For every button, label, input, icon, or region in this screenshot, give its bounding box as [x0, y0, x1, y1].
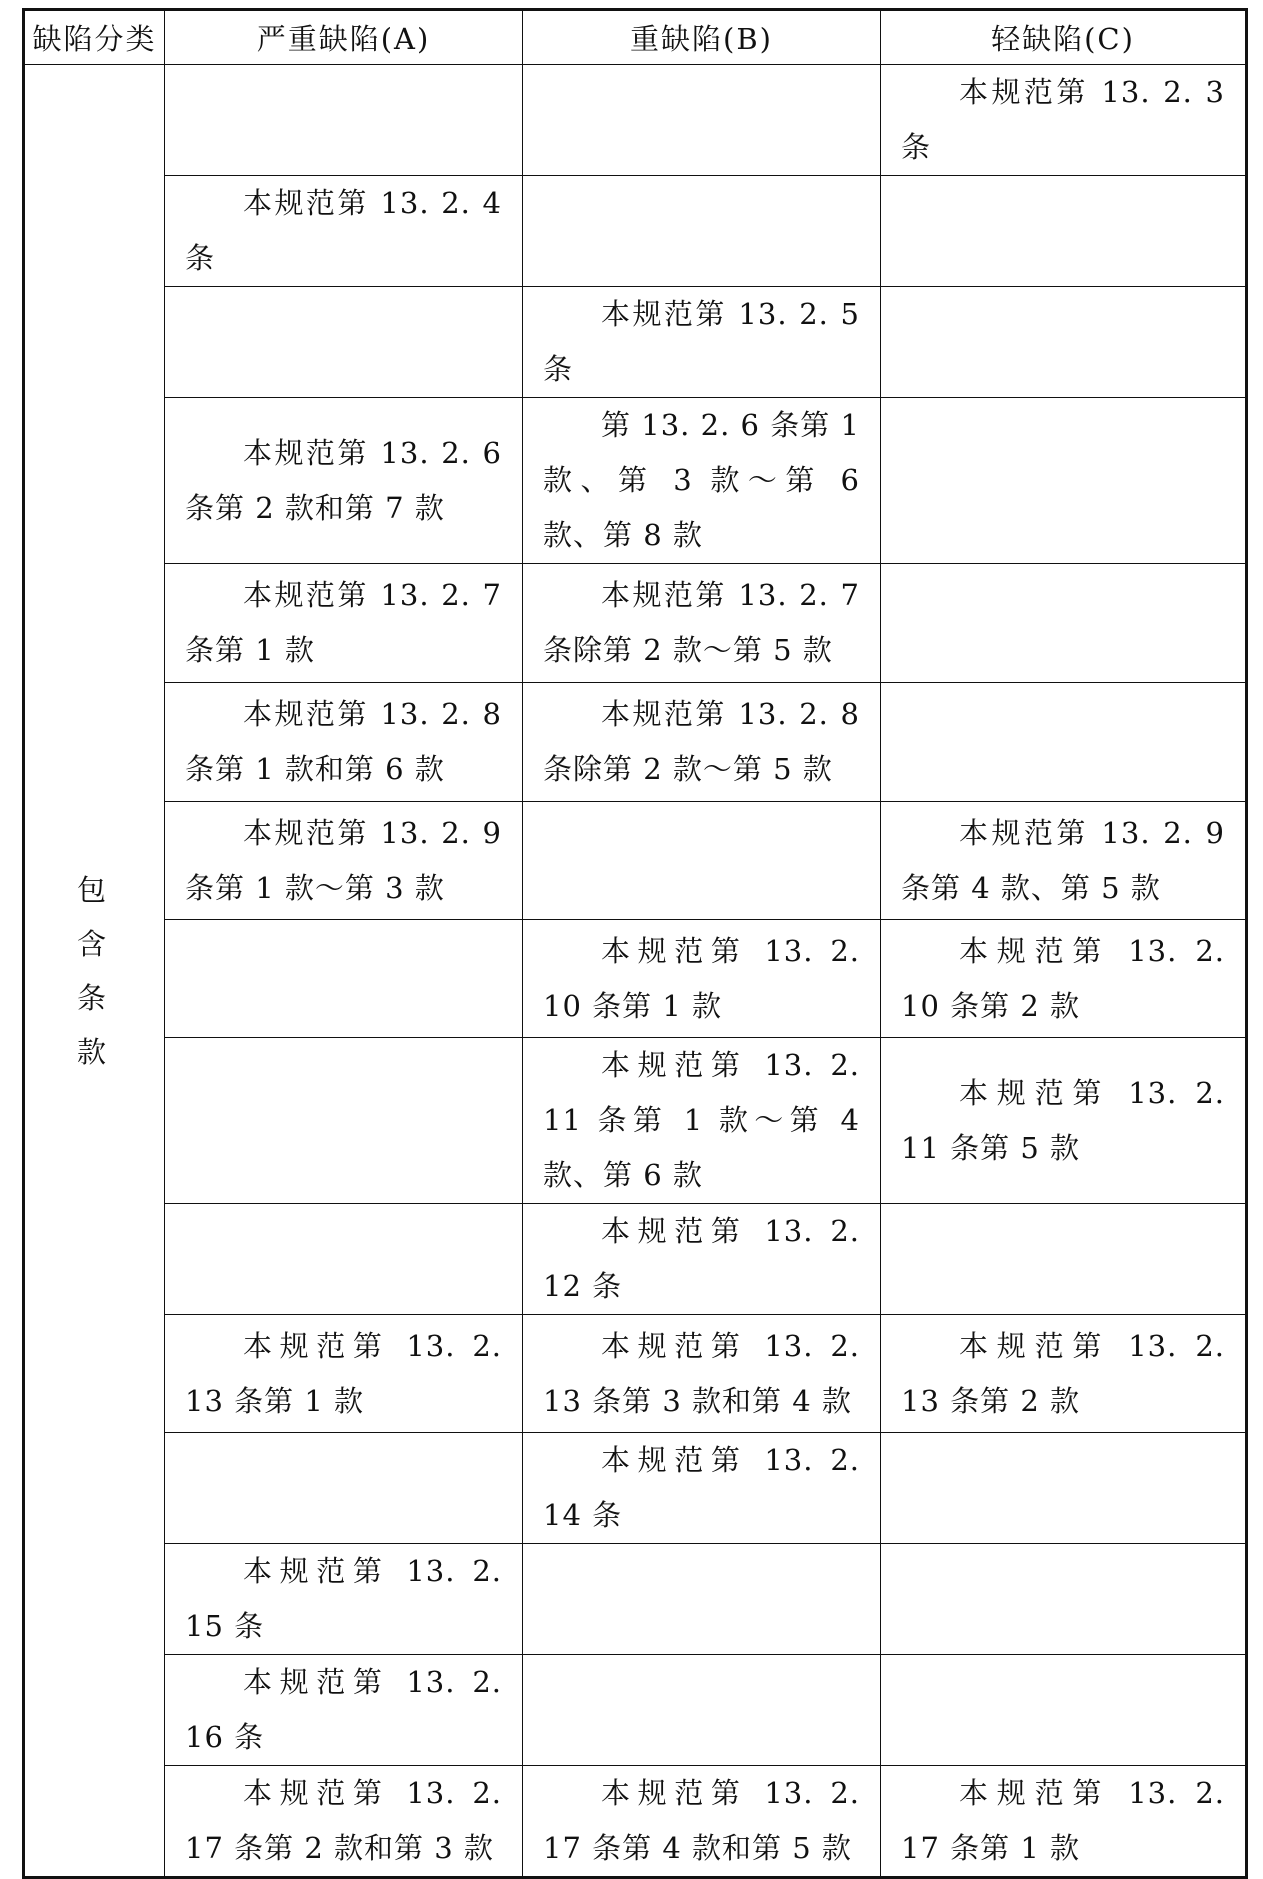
minor-defect-cell [881, 920, 1247, 1038]
severe-defect-clause: 本规范第 13. 2. 6 条第 2 款和第 7 款 [185, 435, 502, 525]
minor-defect-cell [881, 1315, 1247, 1433]
minor-defect-cell [881, 176, 1247, 287]
category-label [24, 65, 165, 1878]
severe-defect-clause: 本规范第 13. 2. 15 条 [185, 1554, 502, 1643]
major-defect-cell [523, 802, 881, 920]
minor-defect-cell [881, 683, 1247, 802]
category-label-line: 包含 [76, 872, 112, 961]
major-defect-clause: 本规范第 13. 2. 13 条第 3 款和第 4 款 [543, 1328, 860, 1418]
table-row [24, 176, 1247, 287]
major-defect-cell [523, 564, 881, 683]
minor-defect-clause: 本规范第 13. 2. 3 条 [901, 75, 1225, 164]
table-row [24, 1544, 1247, 1655]
minor-defect-clause: 本规范第 13. 2. 11 条第 5 款 [901, 1075, 1225, 1165]
minor-defect-cell [881, 1544, 1247, 1655]
major-defect-cell [523, 1655, 881, 1766]
severe-defect-cell [165, 1204, 523, 1315]
major-defect-clause: 本规范第 13. 2. 14 条 [543, 1443, 860, 1532]
major-defect-cell [523, 683, 881, 802]
major-defect-cell [523, 287, 881, 398]
header-minor-defect: 轻缺陷(C) [881, 10, 1247, 65]
severe-defect-clause: 本规范第 13. 2. 13 条第 1 款 [185, 1328, 502, 1418]
table-row [24, 1433, 1247, 1544]
table-row [24, 398, 1247, 564]
severe-defect-cell [165, 1433, 523, 1544]
major-defect-cell [523, 1204, 881, 1315]
category-label-text [65, 863, 124, 1079]
severe-defect-clause: 本规范第 13. 2. 8 条第 1 款和第 6 款 [185, 697, 502, 786]
table-row [24, 564, 1247, 683]
major-defect-cell [523, 920, 881, 1038]
major-defect-cell [523, 65, 881, 176]
table-header [24, 10, 1247, 65]
minor-defect-clause: 本规范第 13. 2. 9 条第 4 款、第 5 款 [901, 815, 1225, 905]
minor-defect-cell [881, 398, 1247, 564]
severe-defect-cell [165, 176, 523, 287]
severe-defect-cell [165, 1766, 523, 1878]
major-defect-cell [523, 176, 881, 287]
table-row [24, 802, 1247, 920]
minor-defect-cell [881, 1204, 1247, 1315]
severe-defect-cell [165, 65, 523, 176]
minor-defect-cell [881, 1655, 1247, 1766]
table-row [24, 683, 1247, 802]
table-row [24, 920, 1247, 1038]
table-row [24, 65, 1247, 176]
severe-defect-clause: 本规范第 13. 2. 4 条 [185, 186, 502, 275]
minor-defect-cell [881, 1766, 1247, 1878]
severe-defect-cell [165, 1038, 523, 1204]
minor-defect-cell [881, 65, 1247, 176]
severe-defect-cell [165, 398, 523, 564]
severe-defect-cell [165, 564, 523, 683]
minor-defect-cell [881, 564, 1247, 683]
severe-defect-cell [165, 683, 523, 802]
major-defect-clause: 本规范第 13. 2. 12 条 [543, 1214, 860, 1303]
major-defect-cell [523, 1544, 881, 1655]
minor-defect-clause: 本规范第 13. 2. 17 条第 1 款 [901, 1776, 1225, 1865]
table-row [24, 287, 1247, 398]
header-major-defect: 重缺陷(B) [523, 10, 881, 65]
major-defect-clause: 本规范第 13. 2. 7 条除第 2 款～第 5 款 [543, 578, 860, 667]
severe-defect-cell [165, 802, 523, 920]
severe-defect-cell [165, 1655, 523, 1766]
major-defect-clause: 第 13. 2. 6 条第 1 款、第 3 款～第 6 款、第 8 款 [543, 408, 860, 552]
severe-defect-cell [165, 287, 523, 398]
major-defect-clause: 本规范第 13. 2. 8 条除第 2 款～第 5 款 [543, 697, 860, 786]
severe-defect-clause: 本规范第 13. 2. 17 条第 2 款和第 3 款 [185, 1776, 502, 1865]
severe-defect-clause: 本规范第 13. 2. 7 条第 1 款 [185, 578, 502, 667]
major-defect-clause: 本规范第 13. 2. 17 条第 4 款和第 5 款 [543, 1776, 860, 1865]
severe-defect-cell [165, 1544, 523, 1655]
minor-defect-cell [881, 802, 1247, 920]
defect-classification-table [22, 8, 1248, 1879]
major-defect-cell [523, 398, 881, 564]
category-label-line: 条款 [76, 980, 112, 1069]
table-body [24, 65, 1247, 1878]
table-row [24, 1766, 1247, 1878]
major-defect-cell [523, 1433, 881, 1544]
minor-defect-clause: 本规范第 13. 2. 13 条第 2 款 [901, 1328, 1225, 1418]
major-defect-cell [523, 1038, 881, 1204]
header-severe-defect: 严重缺陷(A) [165, 10, 523, 65]
table-row [24, 1655, 1247, 1766]
severe-defect-cell [165, 920, 523, 1038]
major-defect-clause: 本规范第 13. 2. 5 条 [543, 297, 860, 386]
severe-defect-clause: 本规范第 13. 2. 9 条第 1 款～第 3 款 [185, 815, 502, 905]
minor-defect-cell [881, 287, 1247, 398]
header-category: 缺陷分类 [24, 10, 165, 65]
table-row [24, 1038, 1247, 1204]
major-defect-clause: 本规范第 13. 2. 10 条第 1 款 [543, 933, 860, 1023]
major-defect-cell [523, 1315, 881, 1433]
table-row [24, 1204, 1247, 1315]
header-row [24, 10, 1247, 65]
minor-defect-cell [881, 1433, 1247, 1544]
table-row [24, 1315, 1247, 1433]
minor-defect-cell [881, 1038, 1247, 1204]
major-defect-cell [523, 1766, 881, 1878]
minor-defect-clause: 本规范第 13. 2. 10 条第 2 款 [901, 933, 1225, 1023]
major-defect-clause: 本规范第 13. 2. 11 条第 1 款～第 4 款、第 6 款 [543, 1048, 860, 1192]
severe-defect-cell [165, 1315, 523, 1433]
severe-defect-clause: 本规范第 13. 2. 16 条 [185, 1665, 502, 1754]
